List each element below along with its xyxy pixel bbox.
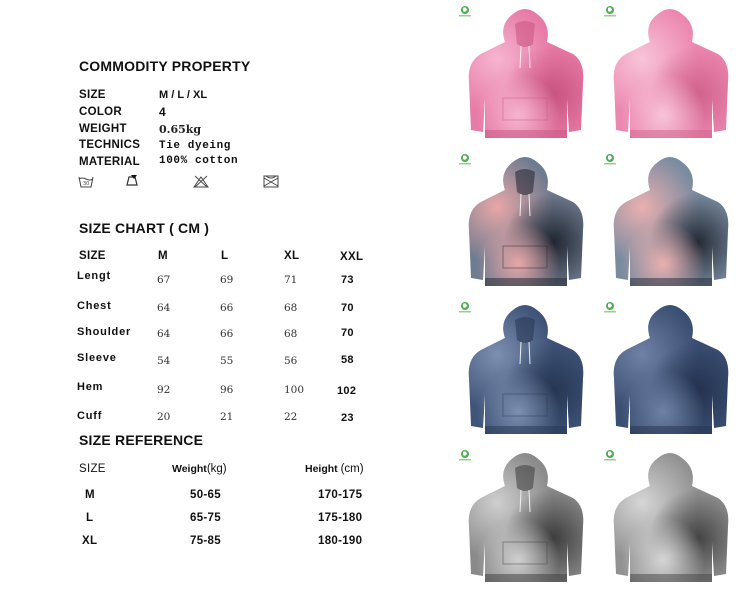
table-cell: 70 bbox=[341, 302, 354, 314]
property-label-material: MATERIAL bbox=[79, 156, 140, 168]
hoodie-front-image bbox=[455, 446, 595, 588]
hoodie-photo-pink-front bbox=[455, 2, 595, 144]
property-value-technics: Tie dyeing bbox=[159, 140, 232, 152]
table-cell: 64 bbox=[157, 328, 171, 340]
size-chart-header-xxl: XXL bbox=[340, 251, 364, 263]
size-chart-header-m: M bbox=[158, 250, 168, 262]
hoodie-photo-pink-back bbox=[600, 2, 740, 144]
svg-text:30: 30 bbox=[83, 181, 90, 187]
property-label-technics: TECHNICS bbox=[79, 139, 141, 151]
size-chart-title: SIZE CHART ( CM ) bbox=[79, 220, 210, 236]
hoodie-back-image bbox=[600, 446, 740, 588]
size-chart-header-size: SIZE bbox=[79, 250, 106, 262]
table-cell: 54 bbox=[157, 355, 171, 367]
size-reference-header-size: SIZE bbox=[79, 463, 106, 475]
reference-height-m: 170-175 bbox=[318, 489, 363, 501]
height-header-unit: (cm) bbox=[340, 463, 364, 475]
size-reference-header-weight bbox=[172, 463, 227, 475]
table-cell: 66 bbox=[220, 328, 234, 340]
table-row-label: Cuff bbox=[77, 410, 103, 422]
property-value-color: 4 bbox=[159, 105, 166, 119]
table-cell: 71 bbox=[284, 274, 298, 286]
table-row-label: Lengt bbox=[77, 270, 111, 282]
table-cell: 22 bbox=[284, 411, 298, 423]
hoodie-front-image bbox=[455, 2, 595, 144]
reference-weight-m: 50-65 bbox=[190, 489, 221, 501]
property-label-weight: WEIGHT bbox=[79, 123, 127, 135]
no-bleach-icon bbox=[193, 175, 209, 188]
property-label-color: COLOR bbox=[79, 106, 123, 118]
hoodie-front-image bbox=[455, 298, 595, 440]
brand-logo-icon bbox=[457, 4, 473, 18]
brand-logo-icon bbox=[457, 152, 473, 166]
brand-logo-icon bbox=[457, 448, 473, 462]
table-cell: 96 bbox=[220, 384, 234, 396]
reference-weight-l: 65-75 bbox=[190, 512, 221, 524]
hoodie-back-image bbox=[600, 150, 740, 292]
brand-logo-icon bbox=[602, 4, 618, 18]
table-row-label: Chest bbox=[77, 300, 112, 312]
hoodie-back-image bbox=[600, 2, 740, 144]
hoodie-photo-navy-front bbox=[455, 298, 595, 440]
brand-logo-icon bbox=[602, 300, 618, 314]
hoodie-photo-navy-back bbox=[600, 298, 740, 440]
hoodie-photo-grey-front bbox=[455, 446, 595, 588]
size-chart-header-l: L bbox=[221, 250, 229, 262]
property-title: COMMODITY PROPERTY bbox=[79, 58, 251, 74]
weight-header-unit: (kg) bbox=[206, 463, 227, 475]
size-chart-header-xl: XL bbox=[284, 250, 300, 262]
property-value-weight: 0.65kg bbox=[159, 123, 202, 136]
hoodie-photo-multi-front bbox=[455, 150, 595, 292]
table-row-label: Sleeve bbox=[77, 352, 117, 364]
height-header-label: Height bbox=[305, 463, 338, 475]
table-cell: 58 bbox=[341, 354, 354, 366]
table-cell: 68 bbox=[284, 302, 298, 314]
table-cell: 67 bbox=[157, 274, 171, 286]
iron-low-icon bbox=[125, 173, 139, 187]
hoodie-front-image bbox=[455, 150, 595, 292]
table-cell: 68 bbox=[284, 328, 298, 340]
reference-weight-xl: 75-85 bbox=[190, 535, 221, 547]
table-cell: 69 bbox=[220, 274, 234, 286]
property-value-material: 100% cotton bbox=[159, 155, 239, 167]
table-cell: 23 bbox=[341, 412, 354, 424]
hoodie-back-image bbox=[600, 298, 740, 440]
property-label-size: SIZE bbox=[79, 89, 106, 101]
reference-height-l: 175-180 bbox=[318, 512, 363, 524]
wash-30-icon bbox=[78, 175, 94, 188]
table-cell: 100 bbox=[284, 384, 305, 396]
table-cell: 66 bbox=[220, 302, 234, 314]
size-reference-title: SIZE REFERENCE bbox=[79, 432, 204, 448]
table-cell: 102 bbox=[337, 385, 357, 397]
table-cell: 92 bbox=[157, 384, 171, 396]
reference-height-xl: 180-190 bbox=[318, 535, 363, 547]
hoodie-photo-grey-back bbox=[600, 446, 740, 588]
hoodie-photo-multi-back bbox=[600, 150, 740, 292]
brand-logo-icon bbox=[457, 300, 473, 314]
brand-logo-icon bbox=[602, 152, 618, 166]
table-cell: 55 bbox=[220, 355, 234, 367]
table-row-label: Hem bbox=[77, 381, 104, 393]
table-row-label: Shoulder bbox=[77, 326, 132, 338]
size-reference-header-height bbox=[305, 463, 364, 475]
table-cell: 73 bbox=[341, 274, 354, 286]
weight-header-label: Weight bbox=[172, 463, 207, 475]
table-cell: 64 bbox=[157, 302, 171, 314]
table-cell: 56 bbox=[284, 355, 298, 367]
table-cell: 20 bbox=[157, 411, 171, 423]
reference-size-xl: XL bbox=[82, 535, 98, 547]
reference-size-l: L bbox=[86, 512, 94, 524]
reference-size-m: M bbox=[85, 489, 95, 501]
tumble-dry-icon bbox=[263, 175, 279, 188]
table-cell: 21 bbox=[220, 411, 234, 423]
table-cell: 70 bbox=[341, 327, 354, 339]
brand-logo-icon bbox=[602, 448, 618, 462]
property-value-size: M / L / XL bbox=[159, 89, 208, 101]
